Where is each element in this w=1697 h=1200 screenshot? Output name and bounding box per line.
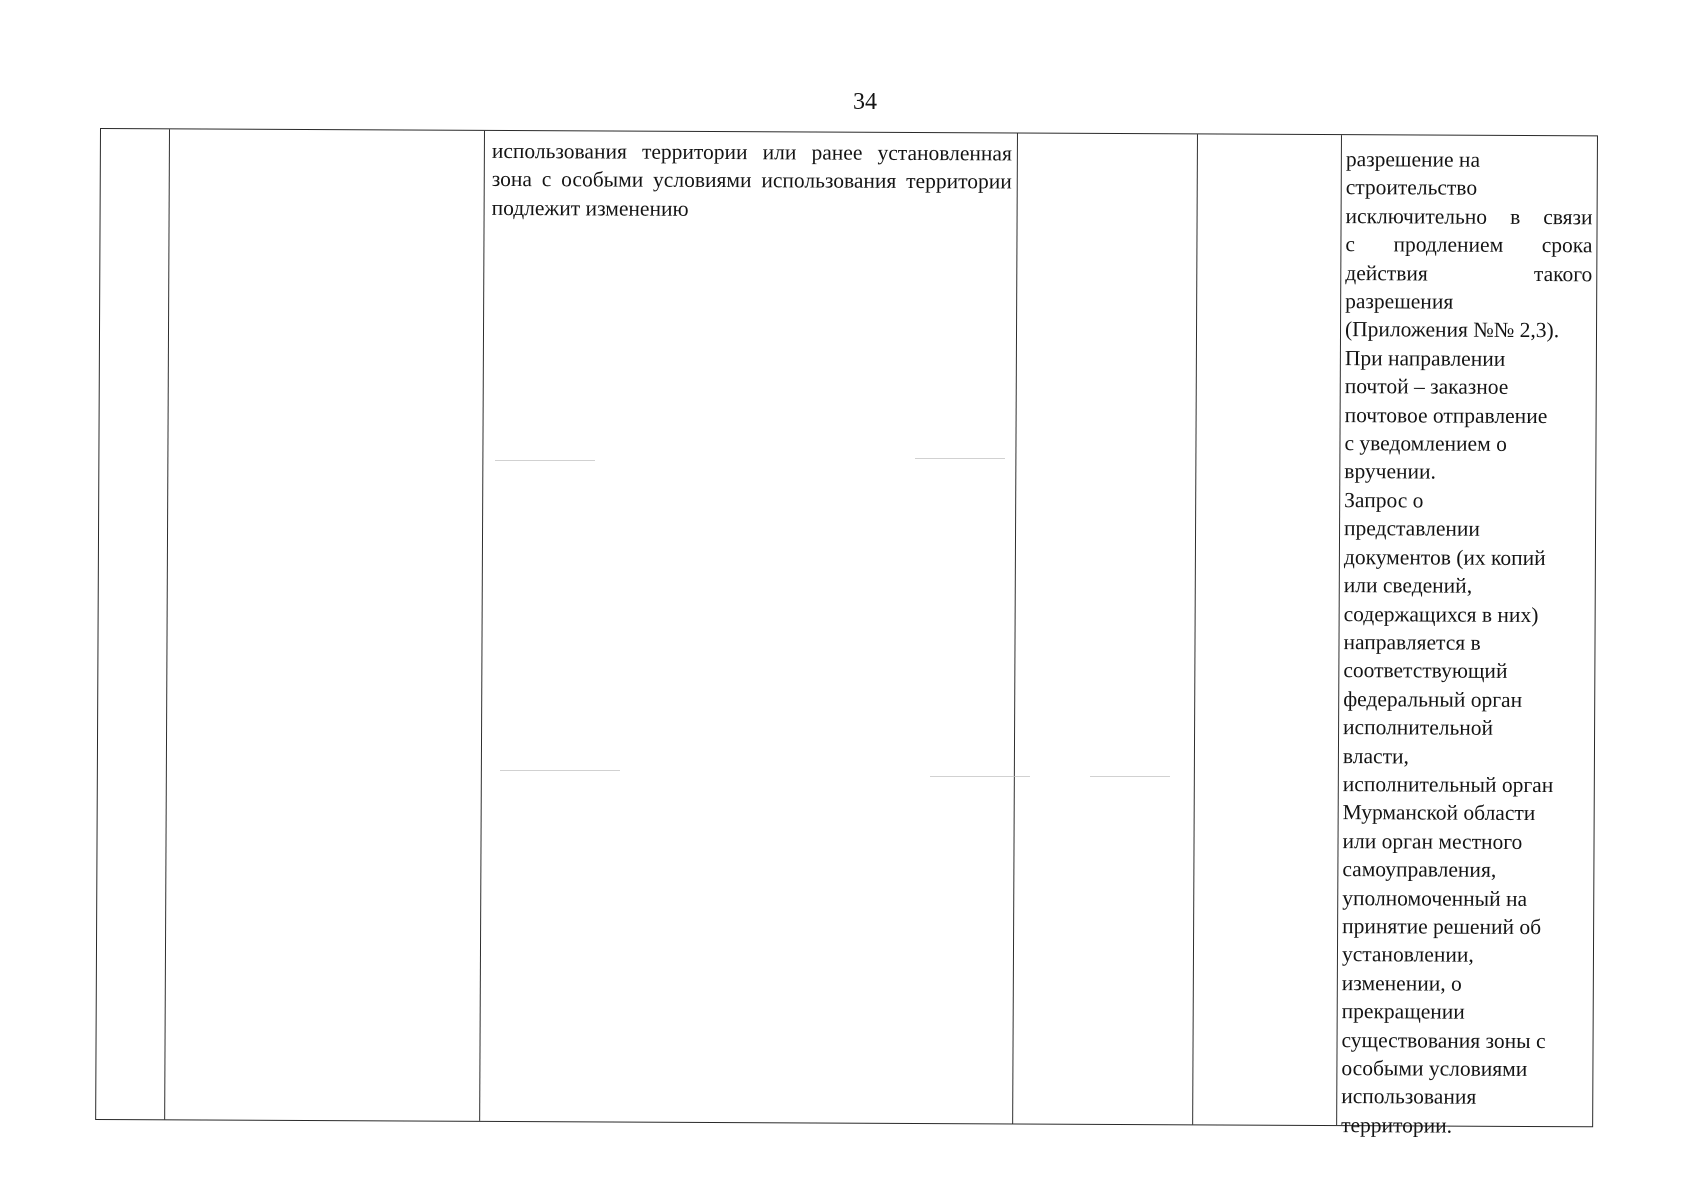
- text-line: Мурманской области: [1342, 800, 1536, 826]
- text-line: содержащихся в них): [1343, 601, 1539, 627]
- text-line: территории.: [1341, 1112, 1453, 1138]
- text-line: направляется в: [1343, 629, 1481, 655]
- text-line: использования: [1341, 1084, 1477, 1110]
- text-line: или сведений,: [1343, 573, 1473, 598]
- text-line: (Приложения №№ 2,3).: [1344, 317, 1560, 343]
- text-line: вручении.: [1344, 459, 1437, 485]
- scan-artifact: [930, 776, 1030, 777]
- table-cell-zone-condition: использования территории или ранее установленная зона с особыми условиями использования территории подлежит изменению: [491, 138, 1012, 221]
- scan-artifact: [495, 460, 595, 461]
- column-divider-1: [164, 129, 170, 1119]
- text-line: принятие решений об: [1342, 914, 1542, 940]
- text-line: соответствующий: [1343, 658, 1508, 684]
- text-line: документов (их копий: [1343, 544, 1546, 570]
- document-table: [95, 128, 1598, 1138]
- page-number: 34: [853, 89, 877, 115]
- text-line: прекращении: [1341, 999, 1465, 1024]
- text-line: изменении, о: [1341, 970, 1462, 996]
- text-line: разрешения: [1345, 289, 1454, 314]
- scan-artifact: [915, 458, 1005, 459]
- text-line: или орган местного: [1342, 828, 1523, 854]
- text-line: существования зоны с: [1341, 1027, 1546, 1053]
- text-line: самоуправления,: [1342, 857, 1497, 882]
- text-line: почтовое отправление: [1344, 402, 1548, 428]
- text-line: исключительно в связи: [1345, 203, 1593, 230]
- text-line: федеральный орган: [1343, 686, 1523, 712]
- text-line: исполнительный орган: [1342, 772, 1554, 798]
- text-line: власти,: [1342, 743, 1409, 768]
- table-cell-procedure: [1341, 145, 1593, 1140]
- text-line: При направлении: [1344, 345, 1506, 371]
- column-divider-2: [479, 131, 485, 1121]
- text-line: с продлением срока: [1345, 232, 1593, 258]
- text-line: уполномоченный на: [1342, 885, 1528, 911]
- text-line: исполнительной: [1343, 715, 1494, 740]
- column-divider-4: [1192, 134, 1198, 1124]
- text-line: почтой – заказное: [1344, 374, 1509, 400]
- column-divider-3: [1012, 133, 1018, 1123]
- text-line: строительство: [1345, 175, 1478, 201]
- text-line: особыми условиями: [1341, 1056, 1528, 1081]
- text-line: с уведомлением о: [1344, 431, 1507, 456]
- text-line: установлении,: [1341, 942, 1474, 968]
- scan-artifact: [500, 770, 620, 771]
- scan-artifact: [1090, 776, 1170, 777]
- text-line: Запрос о: [1344, 487, 1424, 513]
- text-line: разрешение на: [1345, 147, 1481, 172]
- text-line: представлении: [1343, 516, 1480, 542]
- text-line: действия такого: [1345, 260, 1593, 286]
